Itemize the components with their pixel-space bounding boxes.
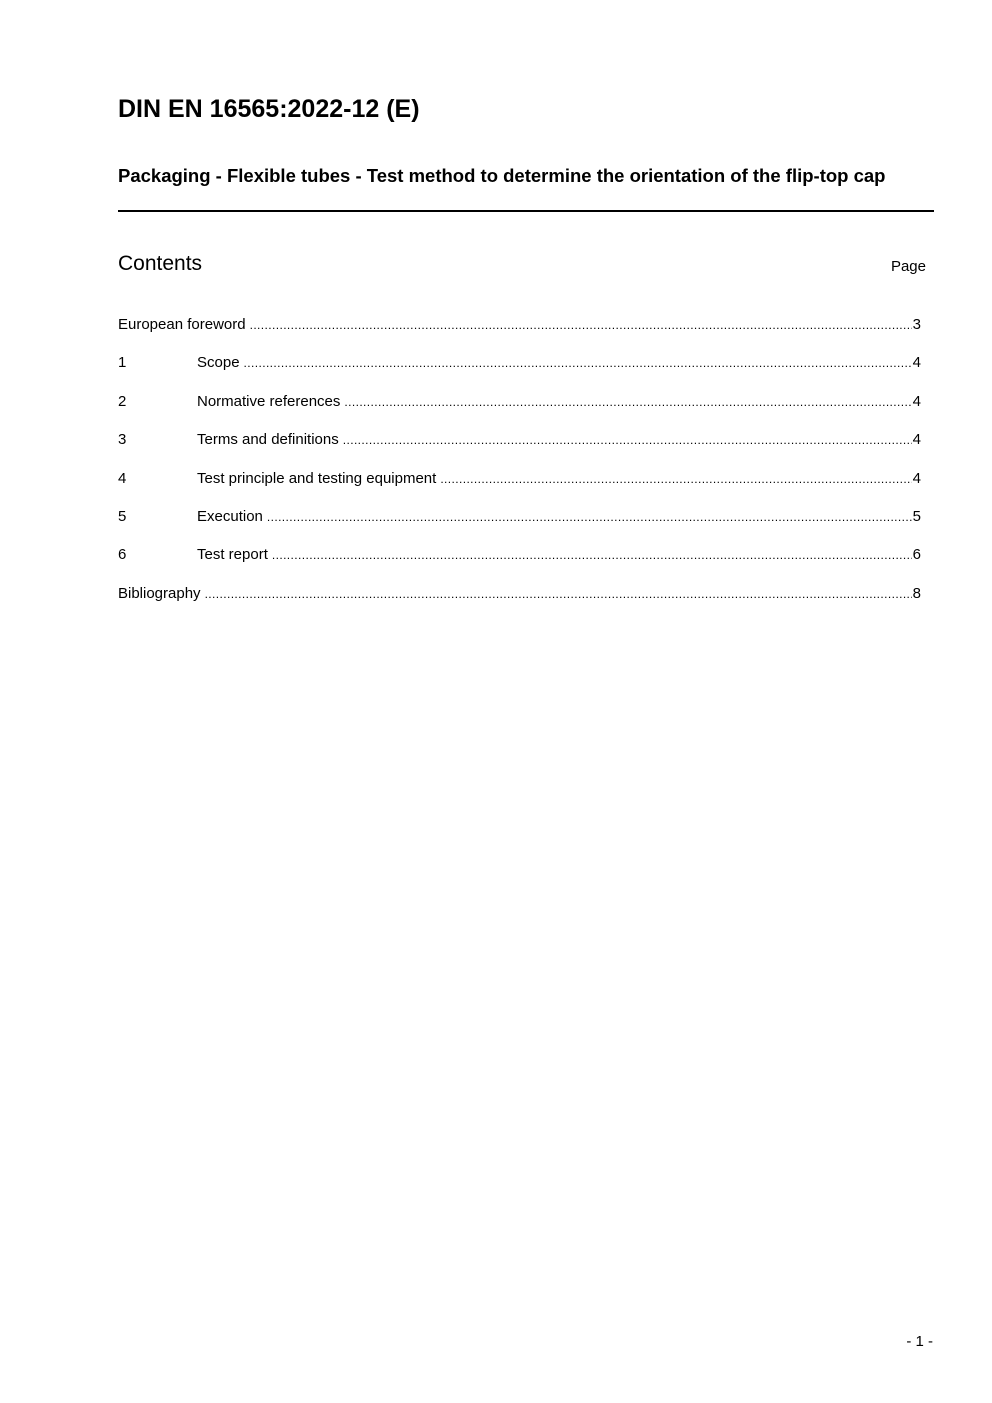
toc-entry-page: 3 xyxy=(912,316,921,333)
toc-entry-page: 4 xyxy=(912,431,921,449)
toc-entry-page: 4 xyxy=(912,354,921,372)
toc-entry-scope[interactable] xyxy=(118,354,921,372)
toc-entry-page: 4 xyxy=(912,469,921,487)
toc-entry-number: 2 xyxy=(118,392,127,410)
toc-entry-number: 5 xyxy=(118,507,127,525)
toc-entry-title: Test report xyxy=(197,546,268,564)
toc-entry-page: 8 xyxy=(912,584,921,602)
document-id: DIN EN 16565:2022-12 (E) xyxy=(118,95,420,123)
toc-entry-bibliography[interactable] xyxy=(118,585,921,603)
toc-entry-european-foreword[interactable] xyxy=(118,316,921,334)
table-of-contents xyxy=(118,316,921,623)
toc-entry-page: 6 xyxy=(912,546,921,564)
title-divider xyxy=(118,210,934,212)
toc-entry-title: Test principle and testing equipment xyxy=(197,469,437,487)
toc-entry-terms-and-definitions[interactable] xyxy=(118,431,921,449)
toc-entry-execution[interactable] xyxy=(118,508,921,526)
document-subtitle: Packaging - Flexible tubes - Test method to determine the orientation of the flip-top cap xyxy=(118,165,886,186)
toc-dot-leader xyxy=(440,470,911,488)
toc-dot-leader xyxy=(344,393,911,411)
toc-entry-title: European foreword xyxy=(118,316,246,333)
toc-entry-normative-references[interactable] xyxy=(118,393,921,411)
toc-entry-test-report[interactable] xyxy=(118,546,921,564)
page-number: - 1 - xyxy=(906,1333,933,1350)
toc-entry-page: 5 xyxy=(912,507,921,525)
page-column-heading: Page xyxy=(890,258,926,275)
toc-entry-page: 4 xyxy=(912,392,921,410)
toc-dot-leader xyxy=(244,354,912,372)
toc-entry-number: 6 xyxy=(118,546,127,564)
toc-entry-number: 3 xyxy=(118,431,127,449)
toc-entry-number: 4 xyxy=(118,469,127,487)
toc-dot-leader xyxy=(205,585,912,603)
toc-entry-title: Normative references xyxy=(197,392,341,410)
toc-entry-title: Execution xyxy=(197,507,263,525)
toc-entry-test-principle[interactable] xyxy=(118,470,921,488)
toc-dot-leader xyxy=(250,316,912,334)
toc-dot-leader xyxy=(272,546,912,564)
toc-entry-title: Scope xyxy=(197,354,240,372)
toc-dot-leader xyxy=(267,508,912,526)
contents-heading: Contents xyxy=(118,252,203,275)
toc-entry-title: Terms and definitions xyxy=(197,431,339,449)
toc-entry-title: Bibliography xyxy=(118,584,201,602)
toc-entry-number: 1 xyxy=(118,354,127,372)
toc-dot-leader xyxy=(343,431,912,449)
